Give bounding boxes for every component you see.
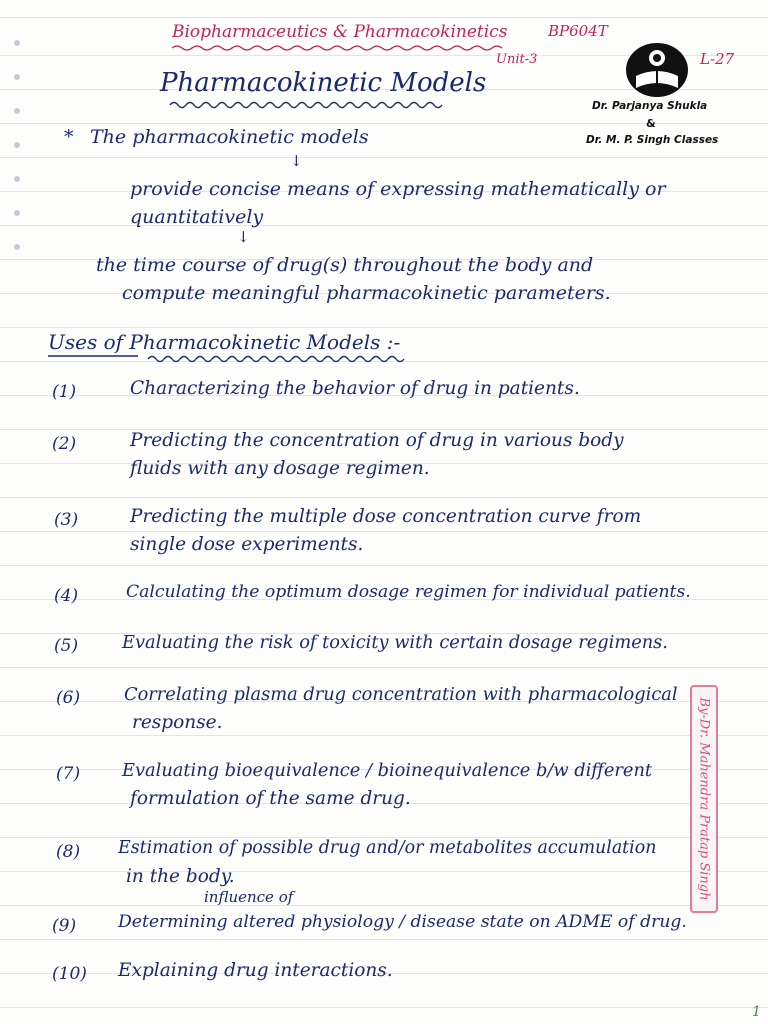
list-item-text: Determining altered physiology / disease state on ADME of drug. [118,912,687,932]
lecture-number: L-27 [700,50,735,68]
list-item-number: (5) [54,636,79,656]
list-item-number: (4) [54,586,79,606]
list-item-text: Calculating the optimum dosage regimen for individual patients. [126,582,691,602]
list-item-number: (3) [54,510,79,530]
page-number: 1 [752,1004,761,1020]
list-item-number: (8) [56,842,81,862]
list-item-text: single dose experiments. [130,534,364,555]
margin-dot [14,210,20,216]
list-item-text: in the body. [126,866,235,887]
author-name-1: Dr. Parjanya Shukla [592,100,708,112]
intro-line-4: the time course of drug(s) throughout the body and [96,254,594,276]
uses-heading-underline [48,354,418,364]
page-title: Pharmacokinetic Models [160,68,487,98]
intro-line-5: compute meaningful pharmacokinetic parameters. [122,282,611,304]
intro-line-3: quantitatively [130,206,264,228]
list-item-text: Estimation of possible drug and/or metabolites accumulation [118,838,657,858]
list-item-text: Evaluating bioequivalence / bioinequivalence b/w different [122,760,653,781]
unit-label: Unit-3 [496,52,538,67]
list-item-text: Predicting the multiple dose concentration curve from [130,506,642,527]
list-item-text: fluids with any dosage regimen. [130,458,430,479]
margin-dot [14,108,20,114]
subject-code: BP604T [548,22,608,40]
author-ampersand: & [646,117,656,130]
down-arrow-icon: ↓ [290,152,303,170]
list-item-text: Correlating plasma drug concentration with pharmacological [124,684,678,705]
margin-dot [14,74,20,80]
list-item-number: (10) [52,964,87,984]
intro-bullet: * [64,126,74,148]
list-item-number: (2) [52,434,77,454]
author-name-2: Dr. M. P. Singh Classes [586,134,719,146]
down-arrow-icon: ↓ [237,228,250,246]
insertion-note: influence of [204,888,294,906]
author-stamp-text: By-Dr. Mahendra Pratap Singh [696,697,712,901]
margin-dot [14,142,20,148]
list-item-text: Evaluating the risk of toxicity with certain dosage regimens. [122,632,668,653]
list-item-number: (6) [56,688,81,708]
list-item-number: (7) [56,764,81,784]
list-item-text: response. [132,712,223,733]
list-item-number: (9) [52,916,77,936]
title-underline [170,100,450,110]
intro-line-2: provide concise means of expressing mathematically or [130,178,666,200]
list-item-text: Characterizing the behavior of drug in patients. [130,378,580,399]
margin-dot [14,176,20,182]
list-item-number: (1) [52,382,77,402]
list-item-text: Explaining drug interactions. [118,960,393,981]
header-subject: Biopharmaceutics & Pharmacokinetics [172,22,508,42]
intro-line-1: The pharmacokinetic models [90,126,369,148]
margin-dot [14,40,20,46]
uses-heading: Uses of Pharmacokinetic Models :- [48,330,401,354]
list-item-text: formulation of the same drug. [130,788,411,809]
margin-dot [14,244,20,250]
author-stamp [690,685,718,913]
subject-underline [172,44,512,52]
list-item-text: Predicting the concentration of drug in various body [130,430,624,451]
classes-logo-icon [622,40,692,100]
